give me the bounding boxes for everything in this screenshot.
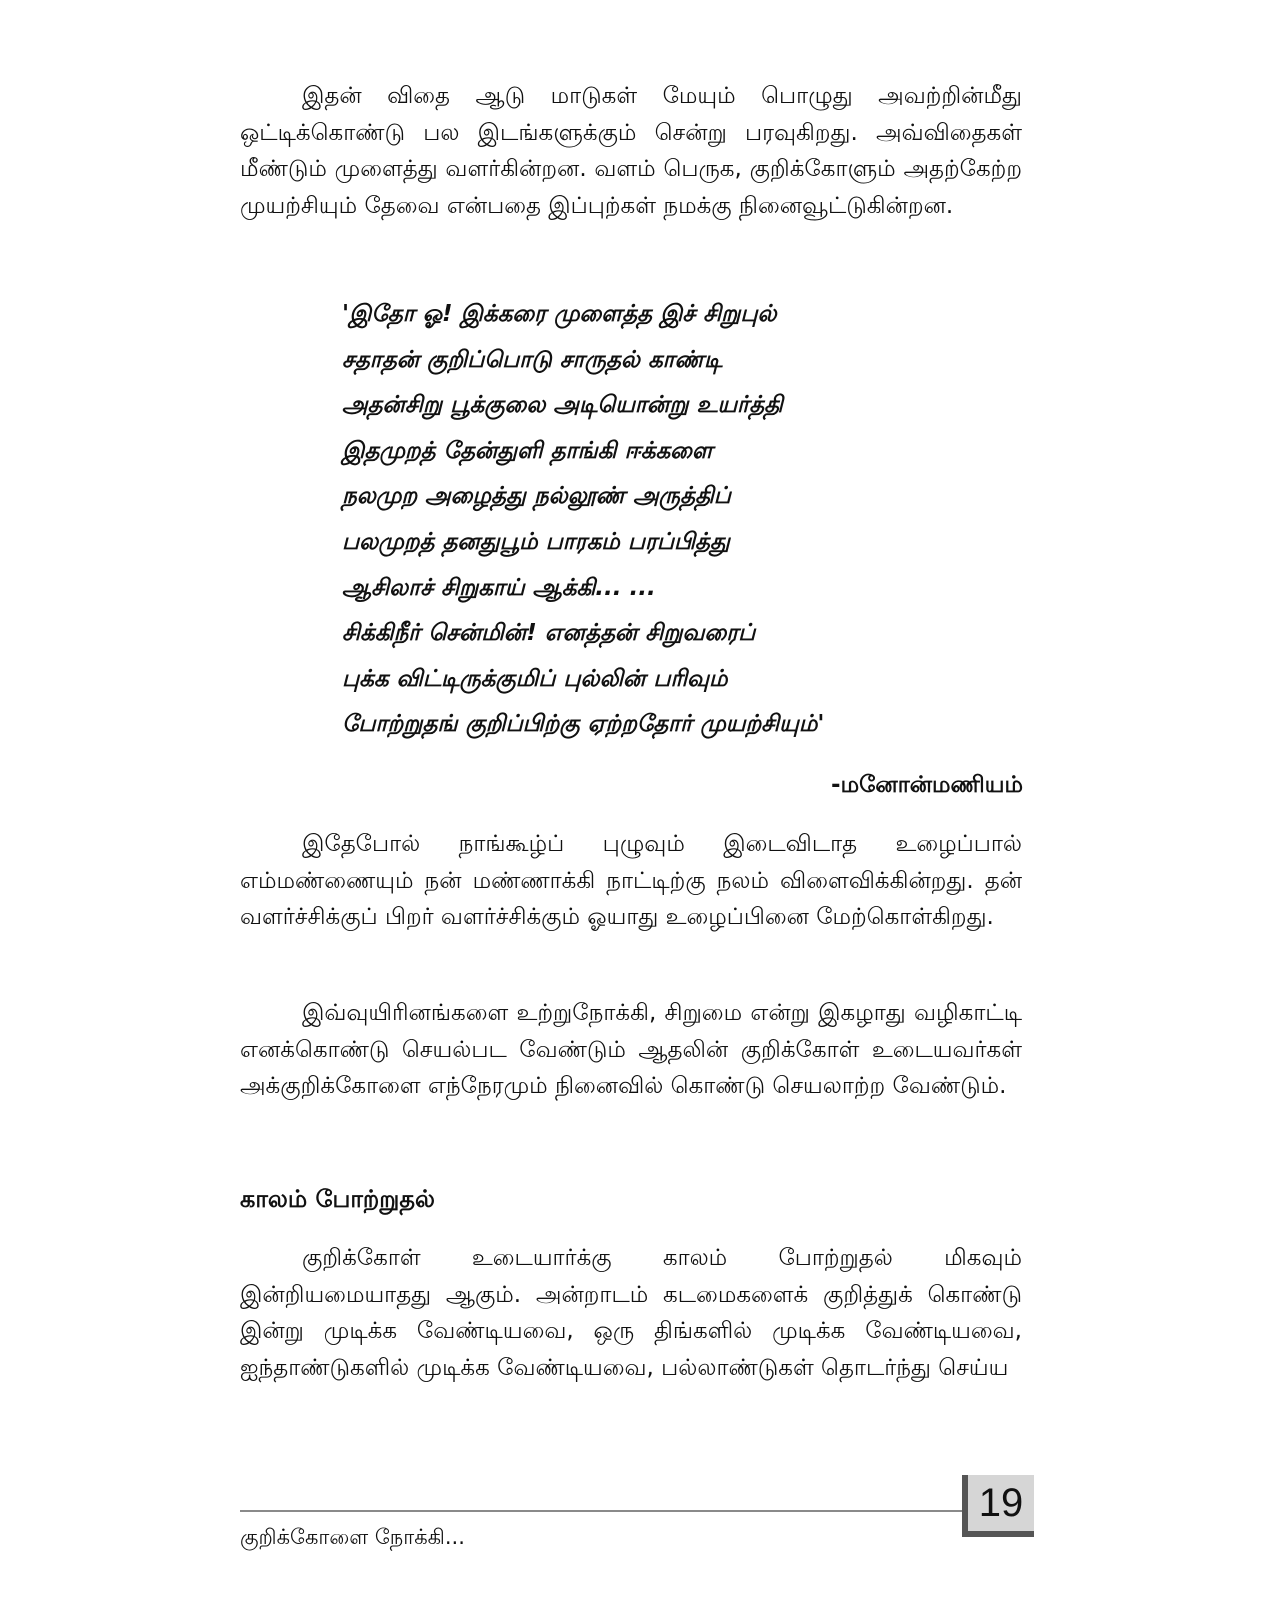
poem-line: ஆசிலாச் சிறுகாய் ஆக்கி... ...: [342, 574, 656, 601]
poem-attribution: -மனோன்மணியம்: [831, 772, 1023, 798]
poem-line: சதாதன் குறிப்பொடு சாருதல் காண்டி: [342, 346, 723, 373]
paragraph-observe-creatures: இவ்வுயிரினங்களை உற்றுநோக்கி, சிறுமை என்று இகழாது வழிகாட்டி எனக்கொண்டு செயல்பட வேண்டும் ஆதலின் குறிக்கோள் உடையவர்கள் அக்குறிக்கோளை எந்நேரமும் நினைவில் கொண்டு செயலாற்ற வேண்டும்.: [240, 1000, 1022, 1099]
footer-divider: [240, 1510, 966, 1512]
footer-book-title: குறிக்கோளை நோக்கி...: [240, 1525, 465, 1549]
poem-line: அதன்சிறு பூக்குலை அடியொன்று உயர்த்தி: [342, 392, 783, 419]
poem-line: புக்க விட்டிருக்குமிப் புல்லின் பரிவும்: [342, 665, 728, 692]
poem-line: போற்றுதங் குறிப்பிற்கு ஏற்றதோர் முயற்சியும்': [342, 711, 825, 738]
poem-line: சிக்கிநீர் சென்மின்! எனத்தன் சிறுவரைப்: [342, 620, 756, 647]
poem-line: நலமுற அழைத்து நல்லூண் அருத்திப்: [342, 483, 731, 510]
section-heading: காலம் போற்றுதல்: [240, 1185, 435, 1213]
paragraph-time-management: குறிக்கோள் உடையார்க்கு காலம் போற்றுதல் மிகவும் இன்றியமையாதது ஆகும். அன்றாடம் கடமைகளைக் குறித்துக் கொண்டு இன்று முடிக்க வேண்டியவை, ஒரு திங்களில் முடிக்க வேண்டியவை, ஐந்தாண்டுகளில் முடிக்க வேண்டியவை, பல்லாண்டுகள் தொடர்ந்து செய்ய: [240, 1245, 1022, 1381]
paragraph-seed-spread: இதன் விதை ஆடு மாடுகள் மேயும் பொழுது அவற்றின்மீது ஒட்டிக்கொண்டு பல இடங்களுக்கும் சென்று பரவுகிறது. அவ்விதைகள் மீண்டும் முளைத்து வளர்கின்றன. வளம் பெருக, குறிக்கோளும் அதற்கேற்ற முயற்சியும் தேவை என்பதை இப்புற்கள் நமக்கு நினைவூட்டுகின்றன.: [240, 83, 1022, 219]
poem-quote: [342, 292, 982, 748]
poem-line: 'இதோ ஓ! இக்கரை முளைத்த இச் சிறுபுல்: [342, 301, 777, 327]
paragraph-earthworm: இதேபோல் நாங்கூழ்ப் புழுவும் இடைவிடாத உழைப்பால் எம்மண்ணையும் நன் மண்ணாக்கி நாட்டிற்கு நலம் விளைவிக்கின்றது. தன் வளர்ச்சிக்குப் பிறர் வளர்ச்சிக்கும் ஓயாது உழைப்பினை மேற்கொள்கிறது.: [240, 831, 1022, 930]
poem-line: இதமுறத் தேன்துளி தாங்கி ஈக்களை: [342, 437, 713, 464]
poem-line: பலமுறத் தனதுபூம் பாரகம் பரப்பித்து: [342, 528, 730, 555]
page-number: 19: [962, 1475, 1034, 1537]
